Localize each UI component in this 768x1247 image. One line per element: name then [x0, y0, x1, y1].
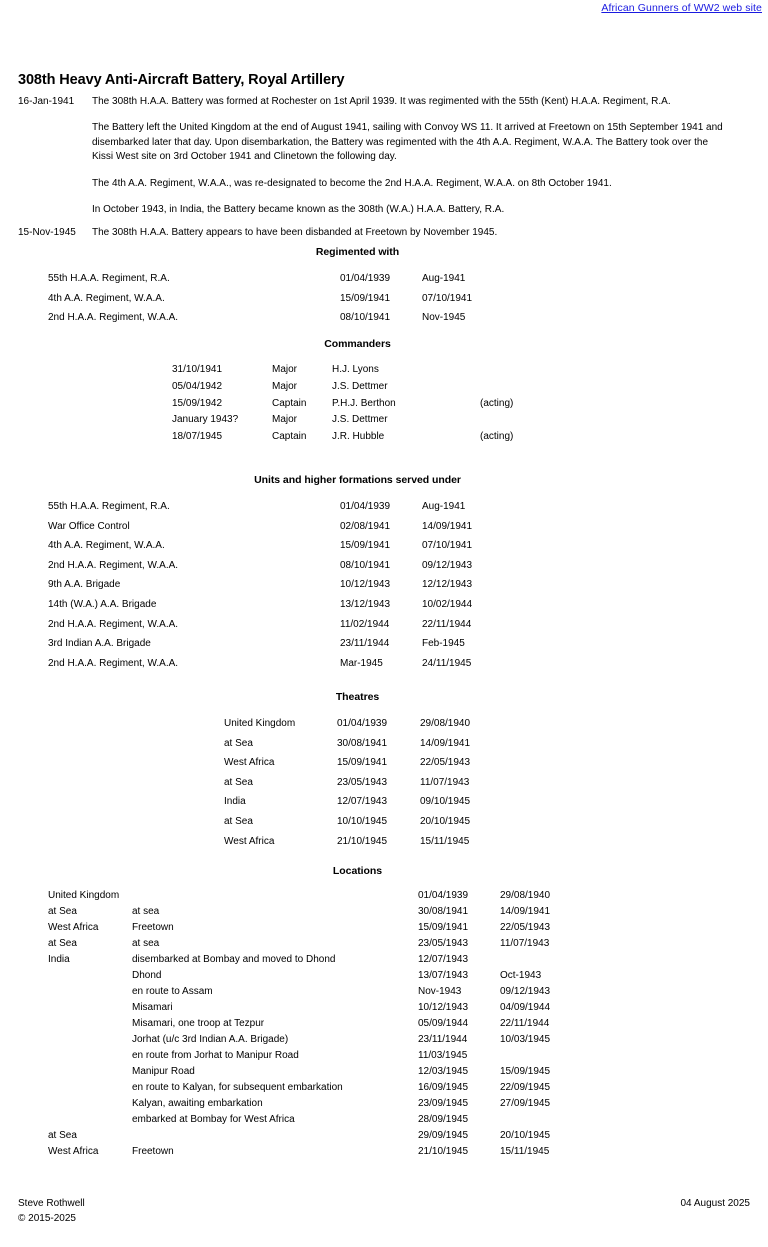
location-to-date: 22/09/1945: [500, 1082, 551, 1093]
intro-paragraph: In October 1943, in India, the Battery became known as the 308th (W.A.) H.A.A. Battery, R.A.: [92, 204, 505, 216]
commander-name: P.H.J. Berthon: [332, 397, 396, 409]
intro-paragraph: The 308th H.A.A. Battery was formed at Rochester on 1st April 1939. It was regimented with the 55th (Kent) H.A.A. Regiment, R.A.: [92, 96, 671, 107]
footer-author: Steve Rothwell: [18, 1198, 85, 1209]
table-row: [0, 379, 768, 396]
table-row: [0, 634, 768, 654]
served-under-from-date: 13/12/1943: [340, 598, 391, 610]
table-row: [0, 734, 768, 754]
location-place: embarked at Bombay for West Africa: [132, 1114, 295, 1125]
location-from-date: 10/12/1943: [418, 1002, 469, 1013]
location-place: en route from Jorhat to Manipur Road: [132, 1050, 299, 1061]
served-under-from-date: 11/02/1944: [340, 618, 390, 630]
served-under-unit-name: 55th H.A.A. Regiment, R.A.: [48, 501, 170, 512]
theatre-name: West Africa: [224, 757, 275, 769]
location-to-date: 22/11/1944: [500, 1018, 550, 1029]
intro-paragraph: The 4th A.A. Regiment, W.A.A., was re-designated to become the 2nd H.A.A. Regiment, W.A.A. on 8th October 1941.: [92, 177, 612, 189]
location-from-date: 28/09/1945: [418, 1114, 469, 1125]
commander-note: (acting): [480, 431, 514, 443]
location-to-date: 11/07/1943: [500, 938, 550, 949]
location-from-date: 15/09/1941: [418, 922, 469, 933]
table-row: [0, 1000, 768, 1016]
regimented-with-table: [0, 269, 768, 328]
regimented-from-date: 01/04/1939: [340, 273, 391, 284]
regimented-from-date: 08/10/1941: [340, 312, 391, 324]
theatre-to-date: 22/05/1943: [420, 757, 471, 769]
location-from-date: 23/05/1943: [418, 938, 469, 949]
theatre-name: at Sea: [224, 737, 253, 749]
table-row: [0, 362, 768, 379]
location-place: Dhond: [132, 970, 162, 981]
intro-entry-2-body: [92, 226, 750, 240]
table-row: [0, 968, 768, 984]
served-under-to-date: 09/12/1943: [422, 559, 473, 571]
theatres-table: [0, 714, 768, 851]
theatre-to-date: 09/10/1945: [420, 796, 471, 808]
regimented-to-date: Aug-1941: [422, 273, 466, 284]
table-row: [0, 1032, 768, 1048]
intro-section: [18, 95, 750, 241]
theatre-to-date: 14/09/1941: [420, 737, 471, 749]
location-from-date: 21/10/1945: [418, 1146, 469, 1157]
commander-start-date: January 1943?: [172, 414, 239, 426]
table-row: [0, 1112, 768, 1128]
table-row: [0, 308, 768, 328]
location-place: en route to Assam: [132, 986, 213, 997]
theatre-name: West Africa: [224, 835, 275, 847]
table-row: [0, 575, 768, 595]
served-under-from-date: Mar-1945: [340, 657, 383, 669]
location-to-date: 15/11/1945: [500, 1146, 550, 1157]
table-row: [0, 832, 768, 852]
location-from-date: 12/07/1943: [418, 954, 469, 965]
table-row: [0, 1144, 768, 1160]
location-from-date: 23/09/1945: [418, 1098, 469, 1109]
commander-start-date: 18/07/1945: [172, 431, 223, 443]
location-theatre: at Sea: [48, 938, 77, 949]
table-row: [0, 1096, 768, 1112]
intro-entry-1: [18, 95, 750, 217]
location-to-date: 14/09/1941: [500, 906, 551, 917]
theatre-from-date: 12/07/1943: [337, 796, 388, 808]
location-place: at sea: [132, 906, 160, 917]
location-from-date: 29/09/1945: [418, 1130, 469, 1141]
footer-right: [680, 1197, 750, 1212]
commander-rank: Major: [272, 414, 298, 426]
commanders-table: [0, 362, 768, 446]
location-place: at sea: [132, 938, 160, 949]
location-place: Kalyan, awaiting embarkation: [132, 1098, 263, 1109]
served-under-to-date: 12/12/1943: [422, 579, 473, 591]
table-row: [0, 792, 768, 812]
served-under-to-date: 22/11/1944: [422, 618, 472, 630]
table-row: [0, 429, 768, 446]
served-under-unit-name: 2nd H.A.A. Regiment, W.A.A.: [48, 559, 179, 571]
served-under-unit-name: 2nd H.A.A. Regiment, W.A.A.: [48, 618, 179, 630]
table-row: [0, 1016, 768, 1032]
african-gunners-site-link[interactable]: African Gunners of WW2 web site: [601, 2, 762, 14]
location-theatre: West Africa: [48, 1146, 99, 1157]
served-under-unit-name: War Office Control: [48, 520, 130, 532]
location-from-date: 16/09/1945: [418, 1082, 469, 1093]
location-to-date: 04/09/1944: [500, 1002, 551, 1013]
table-row: [0, 536, 768, 556]
commander-name: J.S. Dettmer: [332, 414, 388, 426]
location-place: Manipur Road: [132, 1066, 195, 1077]
table-row: [0, 714, 768, 734]
table-row: [0, 952, 768, 968]
theatre-name: United Kingdom: [224, 718, 296, 729]
location-from-date: 11/03/1945: [418, 1050, 468, 1061]
theatre-name: India: [224, 796, 246, 808]
intro-entry-1-date: 16-Jan-1941: [18, 96, 75, 107]
locations-table: [0, 888, 768, 1160]
table-row: [0, 753, 768, 773]
footer-left: [18, 1197, 85, 1226]
commander-name: J.R. Hubble: [332, 431, 385, 443]
commander-name: J.S. Dettmer: [332, 380, 388, 392]
theatre-to-date: 11/07/1943: [420, 776, 470, 788]
location-place: Misamari: [132, 1002, 173, 1013]
location-to-date: Oct-1943: [500, 970, 542, 981]
regimented-to-date: 07/10/1941: [422, 292, 473, 304]
table-row: [0, 1128, 768, 1144]
table-row: [0, 269, 768, 289]
served-under-unit-name: 3rd Indian A.A. Brigade: [48, 638, 151, 650]
served-under-to-date: 14/09/1941: [422, 520, 473, 532]
commander-start-date: 15/09/1942: [172, 397, 223, 409]
table-row: [0, 654, 768, 674]
served-under-unit-name: 4th A.A. Regiment, W.A.A.: [48, 540, 165, 552]
theatre-from-date: 21/10/1945: [337, 835, 388, 847]
table-row: [0, 773, 768, 793]
commander-rank: Major: [272, 380, 298, 392]
intro-paragraph: The Battery left the United Kingdom at the end of August 1941, sailing with Convoy WS 11. It arrived at Freetown on 15th September 1941 and disembarked later that day. Upon disembarkation, the Battery was regimented with the 4th A.A. Regiment, W.A.A. The Battery took over the Kissi West site on 3rd October 1941 and Clinetown the following day.: [92, 122, 723, 163]
location-to-date: 15/09/1945: [500, 1066, 551, 1077]
location-to-date: 09/12/1943: [500, 986, 551, 997]
served-under-from-date: 08/10/1941: [340, 559, 391, 571]
theatre-from-date: 01/04/1939: [337, 718, 388, 729]
table-row: [0, 936, 768, 952]
regimented-unit-name: 55th H.A.A. Regiment, R.A.: [48, 273, 170, 284]
served-under-to-date: 24/11/1945: [422, 657, 472, 669]
location-from-date: 30/08/1941: [418, 906, 469, 917]
theatre-to-date: 29/08/1940: [420, 718, 471, 729]
table-row: [0, 412, 768, 429]
table-row: [0, 1048, 768, 1064]
location-place: en route to Kalyan, for subsequent embarkation: [132, 1082, 343, 1093]
units-served-under-heading: Units and higher formations served under: [254, 474, 461, 486]
theatres-heading: Theatres: [335, 691, 380, 703]
theatre-from-date: 30/08/1941: [337, 737, 388, 749]
table-row: [0, 396, 768, 413]
theatre-name: at Sea: [224, 815, 253, 827]
intro-entry-2: [18, 226, 750, 240]
table-row: [0, 984, 768, 1000]
intro-entry-1-body: [92, 95, 750, 217]
location-place: Jorhat (u/c 3rd Indian A.A. Brigade): [132, 1034, 289, 1045]
table-row: [0, 904, 768, 920]
table-row: [0, 888, 768, 904]
location-theatre: at Sea: [48, 906, 77, 917]
location-to-date: 10/03/1945: [500, 1034, 551, 1045]
location-theatre: at Sea: [48, 1130, 77, 1141]
served-under-to-date: 07/10/1941: [422, 540, 473, 552]
table-row: [0, 289, 768, 309]
theatre-to-date: 20/10/1945: [420, 815, 471, 827]
table-row: [0, 595, 768, 615]
table-row: [0, 920, 768, 936]
intro-entry-2-date: 15-Nov-1945: [18, 227, 76, 239]
location-to-date: 22/05/1943: [500, 922, 551, 933]
commander-start-date: 31/10/1941: [172, 364, 223, 375]
location-from-date: 13/07/1943: [418, 970, 469, 981]
location-theatre: India: [48, 954, 70, 965]
commanders-heading: Commanders: [324, 338, 391, 350]
served-under-from-date: 02/08/1941: [340, 520, 391, 532]
commander-start-date: 05/04/1942: [172, 380, 223, 392]
served-under-from-date: 15/09/1941: [340, 540, 391, 552]
served-under-to-date: 10/02/1944: [422, 598, 473, 610]
commander-rank: Captain: [272, 397, 307, 409]
regimented-with-heading: Regimented with: [315, 246, 400, 258]
served-under-from-date: 01/04/1939: [340, 501, 391, 512]
location-theatre: United Kingdom: [48, 890, 120, 901]
regimented-unit-name: 4th A.A. Regiment, W.A.A.: [48, 292, 165, 304]
location-from-date: 05/09/1944: [418, 1018, 469, 1029]
location-from-date: 01/04/1939: [418, 890, 469, 901]
location-place: disembarked at Bombay and moved to Dhond: [132, 954, 336, 965]
page-title: 308th Heavy Anti-Aircraft Battery, Royal Artillery: [18, 71, 345, 88]
served-under-to-date: Aug-1941: [422, 501, 466, 512]
theatre-from-date: 23/05/1943: [337, 776, 388, 788]
location-place: Freetown: [132, 922, 174, 933]
location-from-date: Nov-1943: [418, 986, 462, 997]
location-place: Misamari, one troop at Tezpur: [132, 1018, 265, 1029]
theatre-from-date: 15/09/1941: [337, 757, 388, 769]
site-link-container: [601, 2, 762, 14]
table-row: [0, 517, 768, 537]
units-served-under-table: [0, 497, 768, 673]
theatre-from-date: 10/10/1945: [337, 815, 388, 827]
location-from-date: 12/03/1945: [418, 1066, 469, 1077]
regimented-to-date: Nov-1945: [422, 312, 466, 324]
location-theatre: West Africa: [48, 922, 99, 933]
table-row: [0, 615, 768, 635]
table-row: [0, 556, 768, 576]
footer-copyright: © 2015-2025: [18, 1212, 76, 1224]
location-to-date: 20/10/1945: [500, 1130, 551, 1141]
commander-note: (acting): [480, 397, 514, 409]
served-under-unit-name: 2nd H.A.A. Regiment, W.A.A.: [48, 657, 179, 669]
served-under-from-date: 10/12/1943: [340, 579, 391, 591]
commander-name: H.J. Lyons: [332, 364, 379, 375]
locations-heading: Locations: [332, 865, 383, 877]
regimented-unit-name: 2nd H.A.A. Regiment, W.A.A.: [48, 312, 179, 324]
location-place: Freetown: [132, 1146, 174, 1157]
location-to-date: 27/09/1945: [500, 1098, 551, 1109]
served-under-from-date: 23/11/1944: [340, 638, 390, 650]
table-row: [0, 1064, 768, 1080]
theatre-name: at Sea: [224, 776, 253, 788]
commander-rank: Major: [272, 364, 298, 375]
table-row: [0, 497, 768, 517]
served-under-unit-name: 9th A.A. Brigade: [48, 579, 121, 591]
footer-date: 04 August 2025: [680, 1198, 750, 1209]
table-row: [0, 1080, 768, 1096]
location-to-date: 29/08/1940: [500, 890, 551, 901]
regimented-from-date: 15/09/1941: [340, 292, 391, 304]
commander-rank: Captain: [272, 431, 307, 443]
served-under-to-date: Feb-1945: [422, 638, 465, 650]
location-from-date: 23/11/1944: [418, 1034, 468, 1045]
intro-paragraph: The 308th H.A.A. Battery appears to have been disbanded at Freetown by November 1945.: [92, 227, 498, 239]
served-under-unit-name: 14th (W.A.) A.A. Brigade: [48, 598, 157, 610]
table-row: [0, 812, 768, 832]
theatre-to-date: 15/11/1945: [420, 835, 470, 847]
